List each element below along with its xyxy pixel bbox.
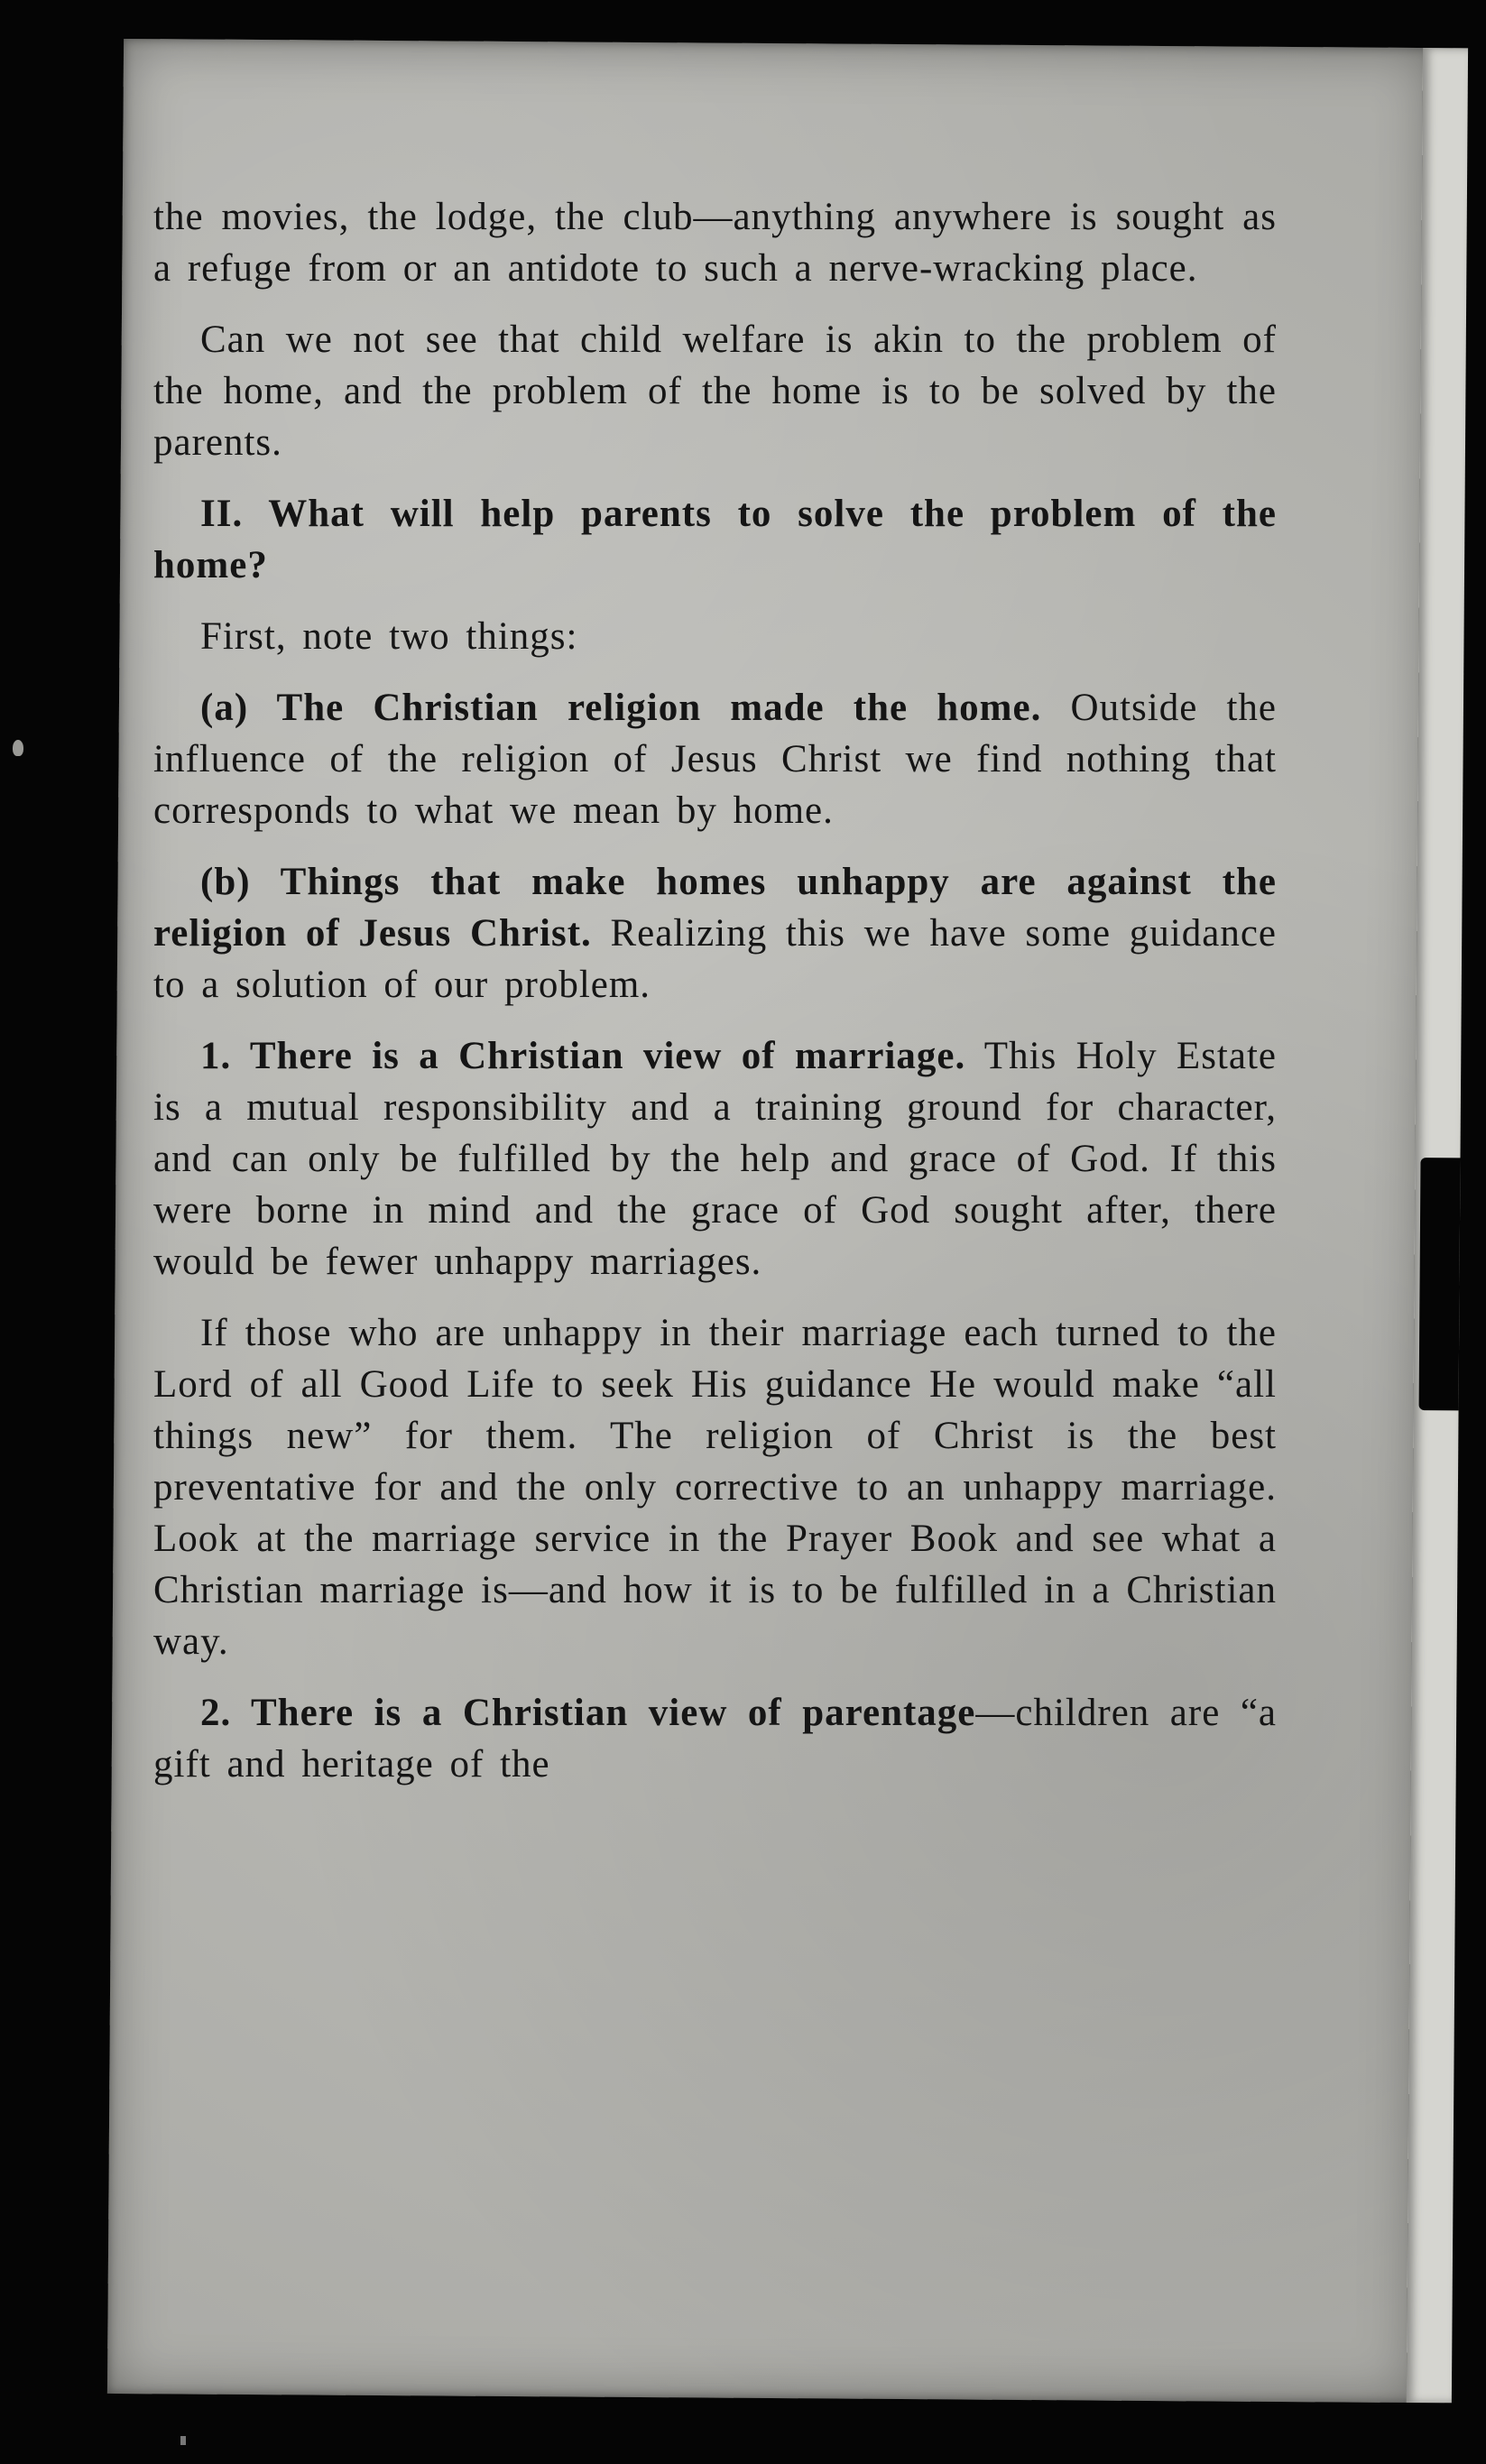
paragraph [153,856,1277,1011]
paragraph-text: Realizing this we have some guidance to a solution of our problem. [153,912,1277,1006]
paragraph-text: —children are “a gift and heritage of the [153,1692,1277,1786]
paragraph [153,1307,1277,1667]
paragraph-lead: 1. There is a Christian view of marriage. [200,1035,966,1077]
paragraph [153,1687,1277,1790]
paragraph-lead: (b) Things that make homes unhappy are against the religion of Jesus Christ. [153,861,1277,955]
paragraph [153,314,1277,468]
page-tab-notch [1419,1158,1461,1410]
paragraph-text: Outside the influence of the religion of Jesus Christ we find nothing that corresponds to what we mean by home. [153,687,1277,832]
paragraph [153,611,1277,662]
paragraph [153,682,1277,836]
paragraph [153,191,1277,294]
paragraph-text: If those who are unhappy in their marriage each turned to the Lord of all Good Life to seek His guidance He would make “all things new” for them. The religion of Christ is the best preventative for and the only corrective to an unhappy marriage. Look at the marriage service in the Prayer Book and see what a Christian marriage is—and how it is to be fulfilled in a Christian way. [153,1312,1277,1663]
paragraph-text: This Holy Estate is a mutual responsibility and a training ground for character, and can only be fulfilled by the help and grace of God. If this were borne in mind and the grace of God sought after, there would be fewer unhappy marriages. [153,1035,1277,1283]
heading-text: II. What will help parents to solve the problem of the home? [153,493,1277,586]
paragraph-text: First, note two things: [200,615,578,658]
paragraph-lead: (a) The Christian religion made the home. [200,687,1042,729]
scan-speck [13,740,23,756]
paragraph-text: the movies, the lodge, the club—anything anywhere is sought as a refuge from or an antidote to such a nerve-wracking place. [153,196,1277,290]
section-heading [153,488,1277,591]
paragraph [153,1030,1277,1287]
paragraph-lead: 2. There is a Christian view of parentage [200,1692,976,1734]
page-text [153,191,1277,1810]
paragraph-text: Can we not see that child welfare is akin to the problem of the home, and the problem of the home is to be solved by the parents. [153,318,1277,464]
scan-speck [180,2436,186,2445]
